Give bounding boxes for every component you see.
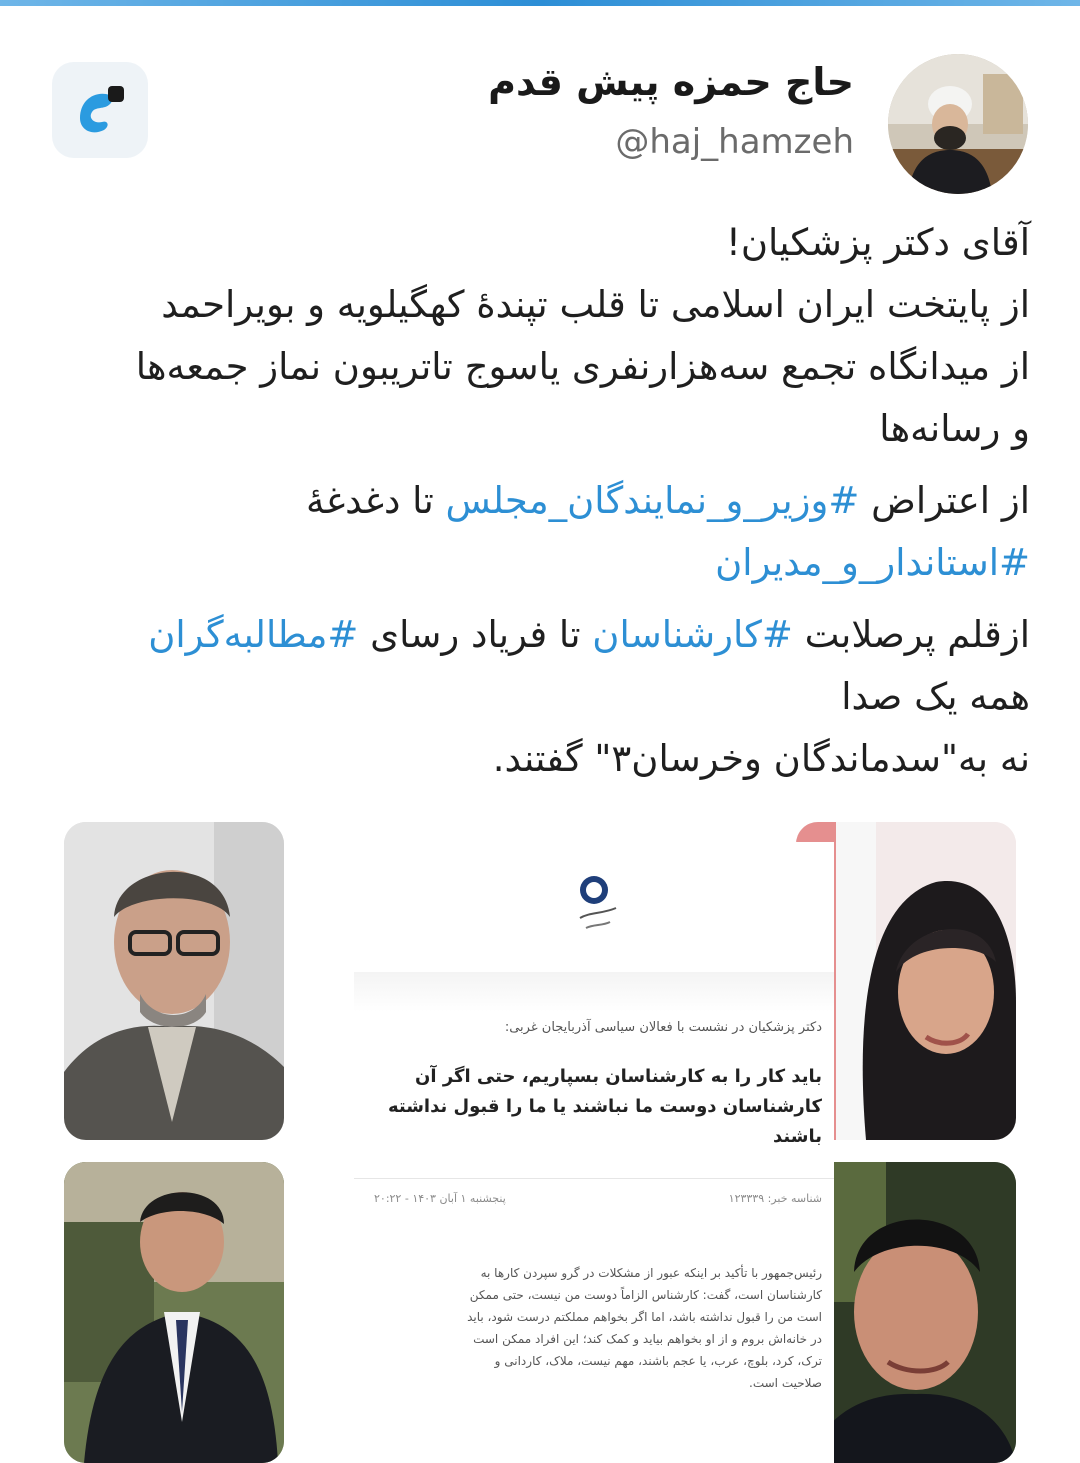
doc-body-line: رئیس‌جمهور با تأکید بر اینکه عبور از مشکلات در گرو سپردن کارها به	[480, 1266, 822, 1280]
doc-body-line: در خانه‌اش بروم و از او بخواهم بیاید و کمک کند؛ این افراد ممکن است	[473, 1332, 822, 1346]
tweet-line: آقای دکتر پزشکیان!	[726, 221, 1030, 264]
doc-divider	[354, 1178, 834, 1179]
tweet-line: نه به"سدماندگان وخرسان۳" گفتند.	[492, 737, 1030, 780]
presidency-emblem-icon	[354, 842, 834, 962]
tweet-media[interactable]	[64, 822, 1016, 1463]
doc-body-line: ترک، کرد، بلوچ، عرب، یا عجم باشند، مهم نیست، ملاک، کاردانی و	[494, 1354, 822, 1368]
hashtag-link[interactable]: #استاندار_و_مدیران	[715, 541, 1030, 584]
doc-headline-line: کارشناسان دوست ما نباشند یا ما را قبول نداشته	[387, 1096, 822, 1117]
doc-body-line: کارشناسان است، گفت: کارشناس الزاماً دوست من نیست، حتی ممکن	[469, 1288, 822, 1302]
doc-date: پنجشنبه ۱ آبان ۱۴۰۳ - ۲۰:۲۲	[374, 1192, 506, 1205]
author-avatar[interactable]	[888, 54, 1028, 194]
photo-image	[64, 1162, 284, 1463]
hashtag-link[interactable]: #وزیر_و_نمایندگان_مجلس	[445, 479, 860, 522]
photo-man-suit[interactable]	[64, 1162, 284, 1463]
doc-body	[362, 1262, 822, 1394]
doc-divider	[354, 972, 834, 1012]
tweet-line	[50, 470, 1030, 532]
hashtag-link[interactable]: #کارشناسان	[592, 613, 793, 656]
tweet-text-segment: ازقلم پرصلابت	[792, 613, 1030, 656]
author-handle[interactable]: @haj_hamzeh	[615, 122, 854, 162]
tweet-line	[50, 532, 1030, 594]
doc-body-line: است من را قبول نداشته باشد، اما اگر بخواهم مملکتم درست شود، باید	[467, 1310, 822, 1324]
tweet-line: از پایتخت ایران اسلامی تا قلب تپندهٔ کهگیلویه و بویراحمد	[161, 283, 1030, 326]
tweet-line	[50, 604, 1030, 666]
tweet-card	[0, 6, 1080, 1457]
doc-news-id: شناسه خبر: ۱۲۳۳۳۹	[728, 1192, 822, 1205]
doc-body-line: صلاحیت است.	[749, 1376, 822, 1390]
avatar-photo	[888, 54, 1028, 194]
tweet-text	[50, 212, 1030, 790]
photo-man-glasses[interactable]	[64, 822, 284, 1140]
hashtag-link[interactable]: #مطالبه‌گران	[148, 613, 359, 656]
app-logo-icon	[68, 78, 132, 142]
news-document-image[interactable]	[354, 842, 834, 1463]
author-display-name[interactable]: حاج حمزه پیش قدم	[488, 60, 854, 104]
doc-subtitle: دکتر پزشکیان در نشست با فعالان سیاسی آذربایجان غربی:	[504, 1020, 822, 1035]
tweet-text-segment: تا دغدغهٔ	[305, 479, 446, 522]
doc-headline-line: باشند	[773, 1126, 822, 1147]
tweet-text-segment: تا فریاد رسای	[358, 613, 593, 656]
tweet-line: و رسانه‌ها	[879, 407, 1030, 450]
tweet-line: همه یک صدا	[841, 675, 1030, 718]
doc-headline	[362, 1062, 822, 1152]
doc-headline-line: باید کار را به کارشناسان بسپاریم، حتی اگر آن	[415, 1066, 822, 1087]
photo-image	[64, 822, 284, 1140]
app-logo[interactable]	[52, 62, 148, 158]
tweet-line: از میدانگاه تجمع سه‌هزارنفری یاسوج تاتریبون نماز جمعه‌ها	[135, 345, 1030, 388]
tweet-text-segment: از اعتراض	[859, 479, 1030, 522]
